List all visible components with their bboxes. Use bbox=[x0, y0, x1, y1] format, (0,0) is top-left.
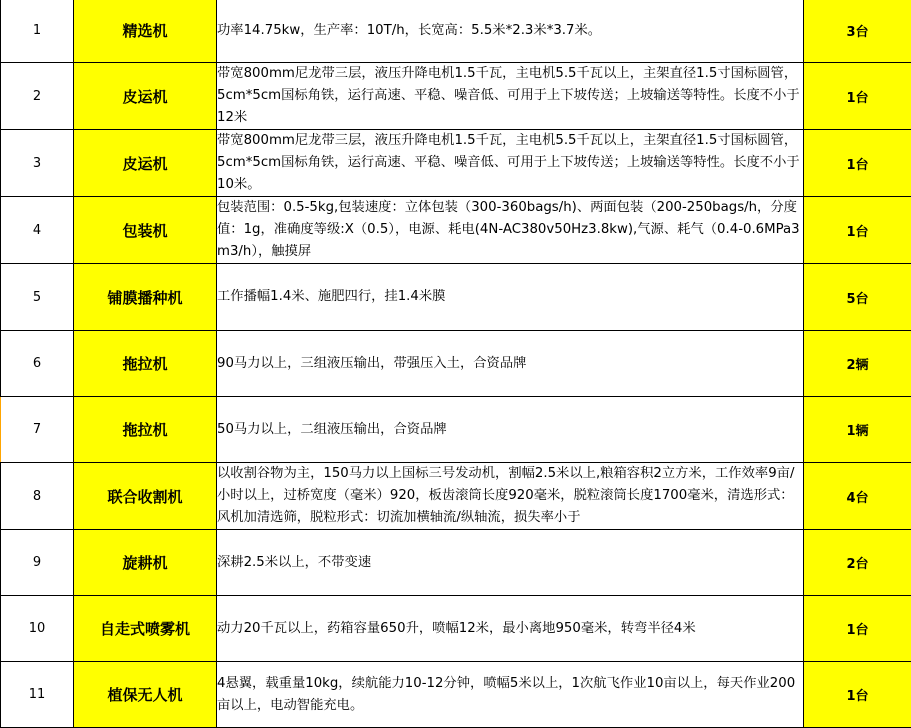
equipment-spec-cell bbox=[217, 331, 804, 397]
table-row bbox=[1, 530, 911, 596]
equipment-spec: 包装范围：0.5-5kg,包装速度：立体包装（300-360bags/h)、两面包装（200-250bags/h，分度值：1g，准确度等级:X（0.5），电源、耗电(4N-AC380v50Hz3.8kw),气源、耗气（0.4-0.6MPa3m3/h），触摸屏 bbox=[217, 197, 803, 263]
equipment-name: 植保无人机 bbox=[74, 662, 217, 728]
equipment-name: 拖拉机 bbox=[74, 331, 217, 397]
row-number: 11 bbox=[1, 662, 74, 728]
row-number: 9 bbox=[1, 530, 74, 596]
row-number: 3 bbox=[1, 130, 74, 197]
row-number: 8 bbox=[1, 463, 74, 530]
equipment-name: 铺膜播种机 bbox=[74, 264, 217, 331]
equipment-spec-cell bbox=[217, 662, 804, 728]
table-row bbox=[1, 197, 911, 264]
row-number: 5 bbox=[1, 264, 74, 331]
equipment-quantity: 1台 bbox=[804, 130, 911, 197]
equipment-spec-cell bbox=[217, 63, 804, 130]
equipment-spec-cell bbox=[217, 130, 804, 197]
table-row bbox=[1, 0, 911, 63]
row-number: 7 bbox=[1, 397, 74, 463]
equipment-name: 自走式喷雾机 bbox=[74, 596, 217, 662]
table-row bbox=[1, 264, 911, 331]
equipment-spec-cell bbox=[217, 197, 804, 264]
equipment-spec: 以收割谷物为主，150马力以上国标三号发动机，割幅2.5米以上,粮箱容积2立方米，工作效率9亩/小时以上，过桥宽度（毫米）920，板齿滚筒长度920毫米，脱粒滚筒长度1700毫米，清选形式：风机加清选筛，脱粒形式：切流加横轴流/纵轴流，损失率小于 bbox=[217, 463, 803, 529]
equipment-quantity: 2台 bbox=[804, 530, 911, 596]
table-row bbox=[1, 397, 911, 463]
equipment-quantity: 3台 bbox=[804, 0, 911, 63]
equipment-quantity: 4台 bbox=[804, 463, 911, 530]
equipment-spec-cell bbox=[217, 463, 804, 530]
equipment-name: 联合收割机 bbox=[74, 463, 217, 530]
equipment-quantity: 5台 bbox=[804, 264, 911, 331]
equipment-quantity: 1台 bbox=[804, 596, 911, 662]
equipment-quantity: 2辆 bbox=[804, 331, 911, 397]
equipment-name: 皮运机 bbox=[74, 63, 217, 130]
equipment-spec-cell bbox=[217, 0, 804, 63]
table-row bbox=[1, 63, 911, 130]
equipment-quantity: 1辆 bbox=[804, 397, 911, 463]
row-number: 4 bbox=[1, 197, 74, 264]
equipment-name: 皮运机 bbox=[74, 130, 217, 197]
equipment-spec: 深耕2.5米以上，不带变速 bbox=[217, 552, 803, 574]
equipment-quantity: 1台 bbox=[804, 662, 911, 728]
equipment-spec: 4悬翼，载重量10kg，续航能力10-12分钟，喷幅5米以上，1次航飞作业10亩以上，每天作业200亩以上，电动智能充电。 bbox=[217, 673, 803, 717]
equipment-spec: 带宽800mm尼龙带三层，液压升降电机1.5千瓦，主电机5.5千瓦以上，主架直径1.5寸国标圆管，5cm*5cm国标角铁，运行高速、平稳、噪音低、可用于上下坡传送；上坡输送等特性。长度不小于10米。 bbox=[217, 130, 803, 196]
equipment-quantity: 1台 bbox=[804, 197, 911, 264]
equipment-spec-cell bbox=[217, 596, 804, 662]
equipment-spec: 工作播幅1.4米、施肥四行，挂1.4米膜 bbox=[217, 286, 803, 308]
equipment-spec-cell bbox=[217, 397, 804, 463]
table-row bbox=[1, 662, 911, 728]
table-row bbox=[1, 130, 911, 197]
equipment-spec: 90马力以上，三组液压输出，带强压入土，合资品牌 bbox=[217, 353, 803, 375]
table-row bbox=[1, 596, 911, 662]
row-number: 2 bbox=[1, 63, 74, 130]
row-number: 10 bbox=[1, 596, 74, 662]
equipment-name: 拖拉机 bbox=[74, 397, 217, 463]
equipment-name: 旋耕机 bbox=[74, 530, 217, 596]
equipment-spec: 功率14.75kw，生产率：10T/h，长宽高：5.5米*2.3米*3.7米。 bbox=[217, 20, 803, 42]
equipment-name: 精选机 bbox=[74, 0, 217, 63]
equipment-spec-cell bbox=[217, 530, 804, 596]
equipment-spec-cell bbox=[217, 264, 804, 331]
row-number: 1 bbox=[1, 0, 74, 63]
equipment-spec: 50马力以上，二组液压输出，合资品牌 bbox=[217, 419, 803, 441]
table-row bbox=[1, 463, 911, 530]
equipment-spec: 动力20千瓦以上，药箱容量650升，喷幅12米，最小离地950毫米，转弯半径4米 bbox=[217, 618, 803, 640]
equipment-spec: 带宽800mm尼龙带三层，液压升降电机1.5千瓦，主电机5.5千瓦以上，主架直径1.5寸国标圆管，5cm*5cm国标角铁，运行高速、平稳、噪音低、可用于上下坡传送；上坡输送等特性。长度不小于12米 bbox=[217, 63, 803, 129]
table-row bbox=[1, 331, 911, 397]
equipment-quantity: 1台 bbox=[804, 63, 911, 130]
equipment-name: 包装机 bbox=[74, 197, 217, 264]
row-number: 6 bbox=[1, 331, 74, 397]
